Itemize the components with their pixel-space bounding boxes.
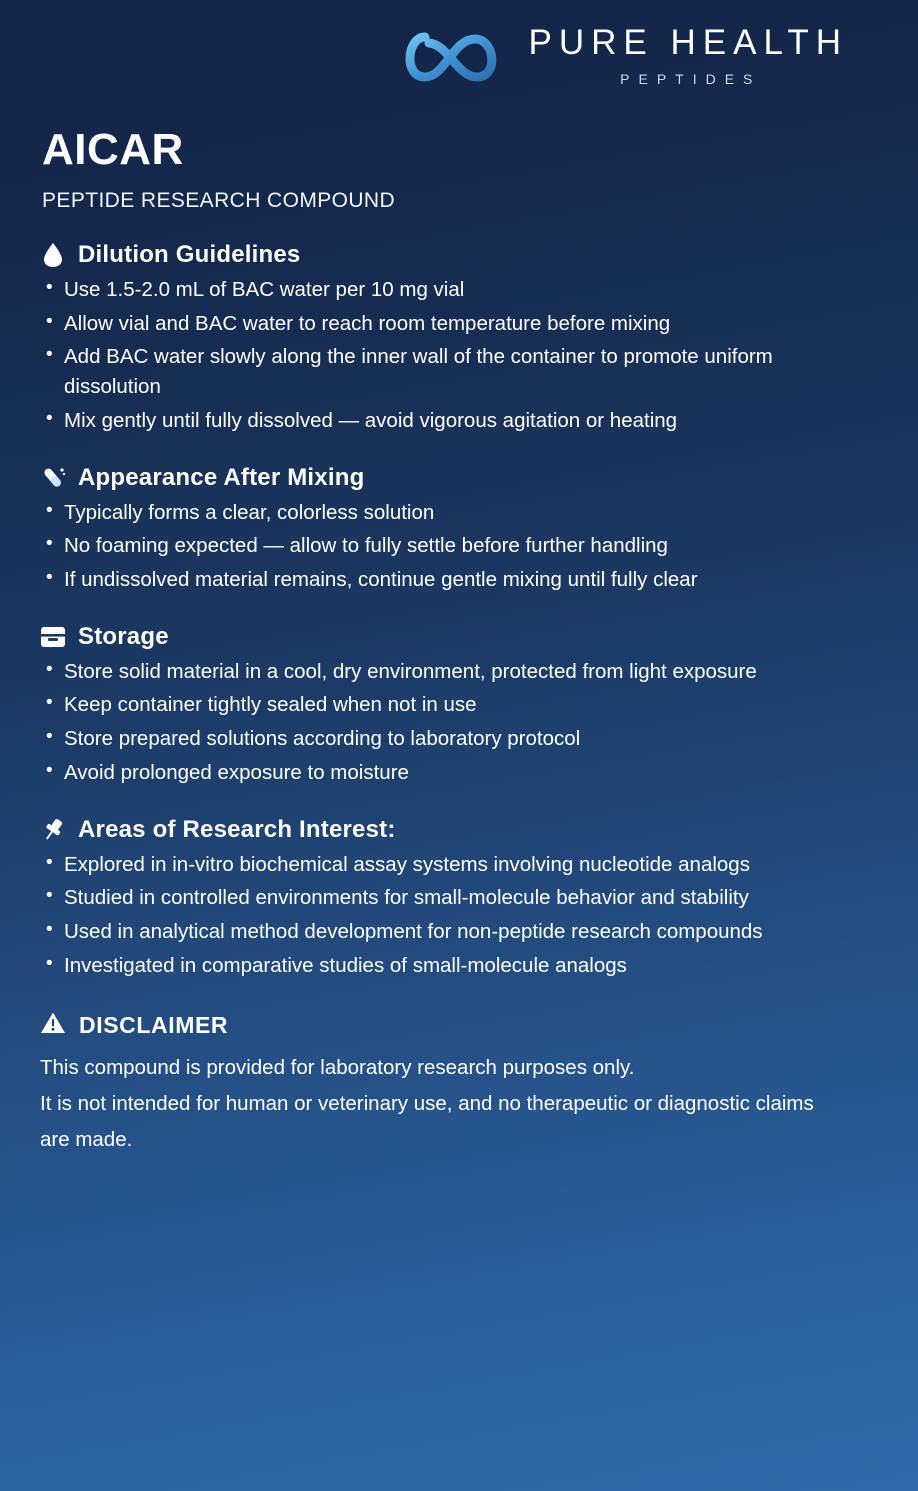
list-item: • Store solid material in a cool, dry environment, protected from light exposure	[44, 657, 874, 687]
brand-name: PURE HEALTH	[528, 23, 848, 62]
list-item: • Allow vial and BAC water to reach room temperature before mixing	[44, 309, 874, 339]
section-list	[40, 275, 878, 436]
list-item: • Explored in in-vitro biochemical assay systems involving nucleotide analogs	[44, 850, 874, 880]
list-item: • No foaming expected — allow to fully settle before further handling	[44, 531, 874, 561]
section-list	[40, 498, 878, 595]
list-item: • Store prepared solutions according to laboratory protocol	[44, 724, 874, 754]
list-item: • Add BAC water slowly along the inner wall of the container to promote uniform dissolution	[44, 342, 874, 401]
section-header	[40, 623, 878, 651]
list-item: • Avoid prolonged exposure to moisture	[44, 758, 874, 788]
section-header	[40, 464, 878, 492]
storage-box-icon	[40, 624, 66, 650]
title-block	[40, 125, 878, 213]
pushpin-icon	[40, 817, 66, 843]
section-title: Storage	[78, 622, 169, 650]
disclaimer-title: DISCLAIMER	[79, 1011, 229, 1038]
section-dilution-guidelines	[40, 241, 878, 436]
list-item: • Investigated in comparative studies of small-molecule analogs	[44, 951, 874, 981]
section-appearance-after-mixing	[40, 464, 878, 595]
brand-wordmark	[529, 25, 848, 91]
test-tube-icon	[40, 465, 66, 491]
section-storage	[40, 623, 878, 788]
section-title: Areas of Research Interest:	[78, 815, 396, 843]
warning-triangle-icon	[40, 1011, 66, 1040]
infinity-logo-icon	[395, 22, 507, 94]
list-item: • If undissolved material remains, continue gentle mixing until fully clear	[44, 565, 874, 595]
list-item: • Typically forms a clear, colorless solution	[44, 498, 874, 528]
disclaimer-line-1: This compound is provided for laboratory research purposes only.	[40, 1055, 635, 1079]
list-item: • Mix gently until fully dissolved — avoid vigorous agitation or heating	[44, 406, 874, 436]
section-title: Dilution Guidelines	[78, 241, 301, 268]
section-title: Appearance After Mixing	[78, 463, 365, 491]
disclaimer-line-2: It is not intended for human or veterinary use, and no therapeutic or diagnostic claims are made.	[40, 1091, 814, 1151]
brand-header	[40, 0, 878, 94]
list-item: • Used in analytical method development for non-peptide research compounds	[44, 917, 874, 947]
disclaimer-header	[40, 1011, 878, 1040]
section-areas-of-research-interest	[40, 816, 878, 981]
brand-subtitle: PEPTIDES	[620, 71, 762, 87]
page-title: AICAR	[42, 125, 184, 174]
section-list	[40, 657, 878, 788]
list-item: • Studied in controlled environments for small-molecule behavior and stability	[44, 883, 874, 913]
list-item: • Keep container tightly sealed when not in use	[44, 690, 874, 720]
section-list	[40, 850, 878, 981]
disclaimer-body	[40, 1050, 878, 1158]
list-item: • Use 1.5-2.0 mL of BAC water per 10 mg vial	[44, 275, 874, 305]
page-subtitle: PEPTIDE RESEARCH COMPOUND	[42, 189, 396, 212]
section-header	[40, 241, 878, 269]
water-drop-icon	[40, 242, 66, 268]
section-header	[40, 816, 878, 844]
disclaimer-section	[40, 1011, 878, 1158]
